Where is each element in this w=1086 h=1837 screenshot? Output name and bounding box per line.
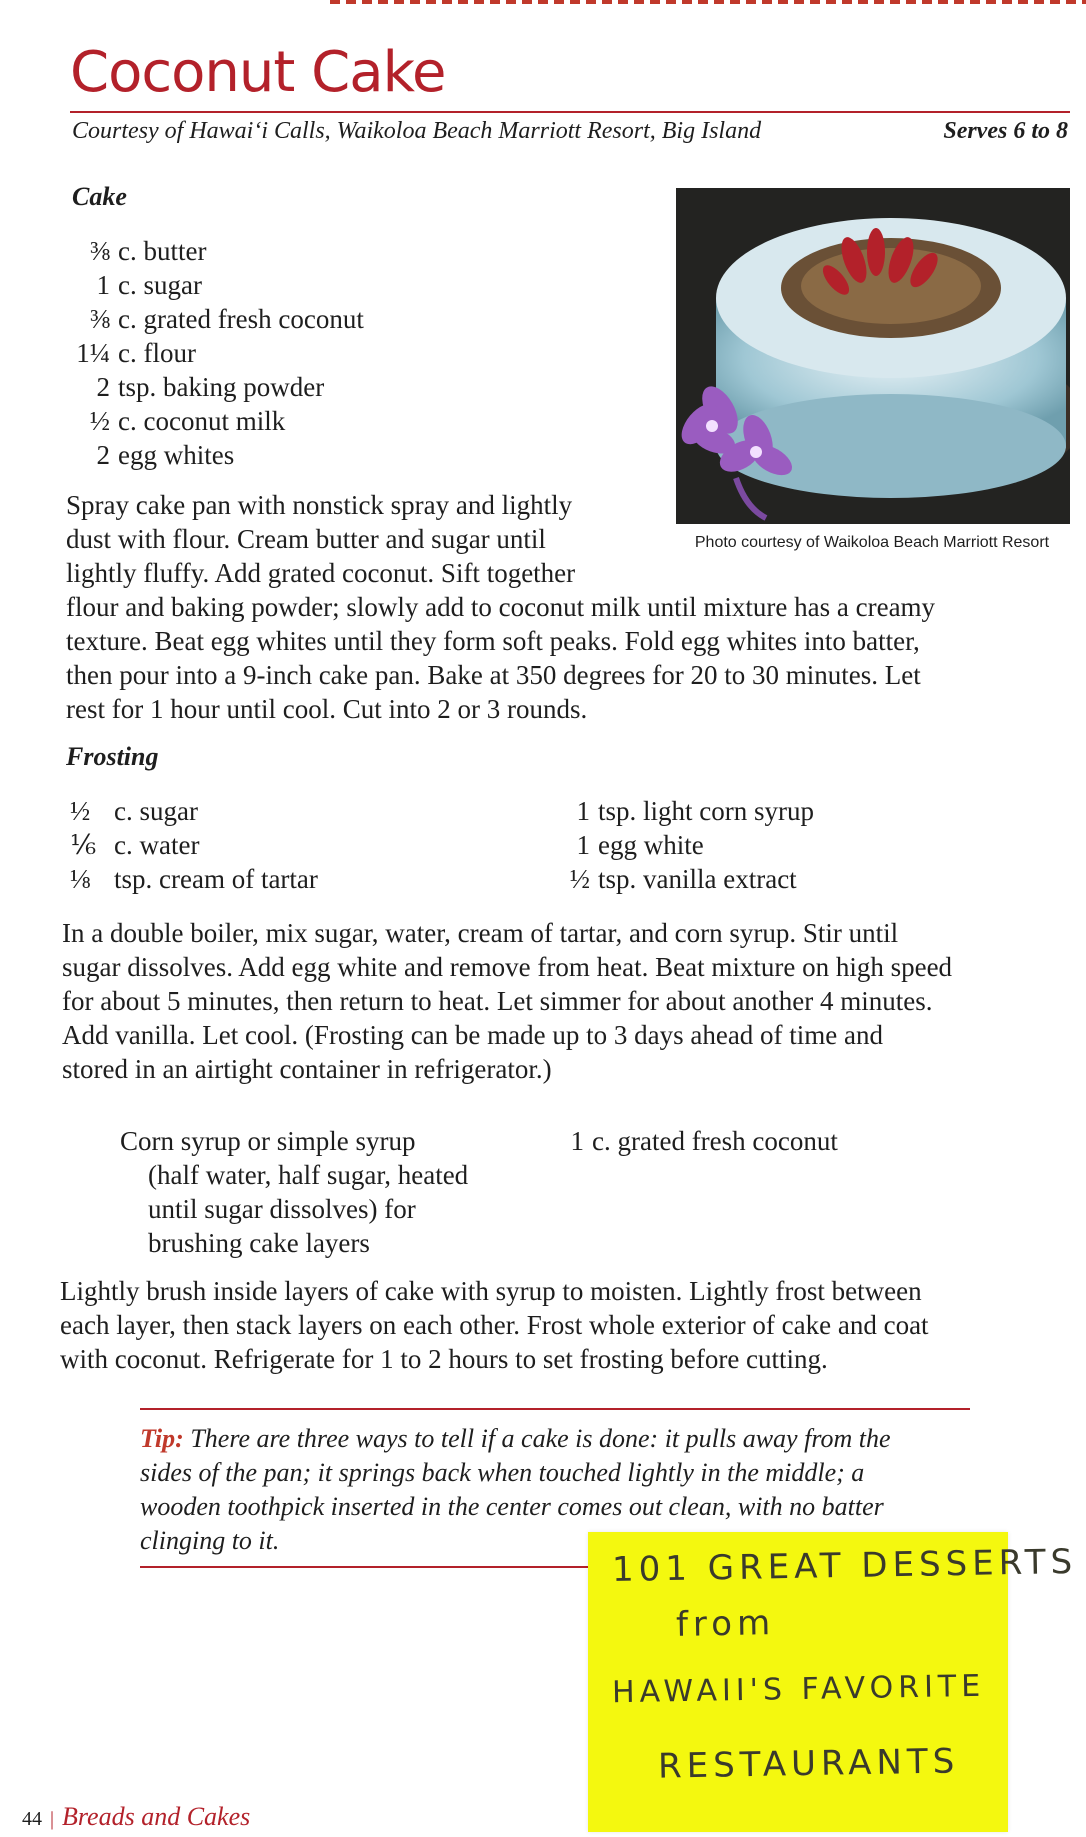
ingredient-qty: ⅜ [89, 236, 110, 266]
ingredient-qty: 1 [96, 270, 110, 300]
ingredient-qty: ½ [70, 796, 91, 826]
tip-line: wooden toothpick inserted in the center comes out clean, with no batter [140, 1492, 884, 1521]
page-title: Coconut Cake [70, 40, 446, 105]
ingredient-qty: 2 [96, 372, 110, 402]
title-divider [70, 111, 1070, 113]
text-line: texture. Beat egg whites until they form soft peaks. Fold egg whites into batter, [66, 626, 920, 656]
text-line: each layer, then stack layers on each other. Frost whole exterior of cake and coat [60, 1310, 929, 1340]
tip-line: clinging to it. [140, 1526, 280, 1555]
ingredient-qty: 1¼ [76, 338, 110, 368]
tip-line [140, 1422, 980, 1456]
tip-line: sides of the pan; it springs back when touched lightly in the middle; a [140, 1458, 865, 1487]
sticky-note-line: from [675, 1603, 776, 1645]
ingredient-row [60, 438, 364, 472]
ingredient-row [60, 336, 364, 370]
text-line: Corn syrup or simple syrup [120, 1126, 416, 1156]
section-name: Breads and Cakes [62, 1802, 251, 1831]
text-line: rest for 1 hour until cool. Cut into 2 or 3 rounds. [66, 694, 588, 724]
text-line: lightly fluffy. Add grated coconut. Sift together [66, 558, 576, 588]
ingredient-qty: ⅛ [70, 864, 91, 894]
frosting-ingredients-right [540, 794, 814, 896]
sticky-note-line: RESTAURANTS [657, 1741, 960, 1787]
ingredient-row [70, 794, 318, 828]
text-line: sugar dissolves. Add egg white and remove from heat. Beat mixture on high speed [62, 952, 953, 982]
text-line: stored in an airtight container in refrigerator.) [62, 1054, 552, 1084]
top-decorative-border [330, 0, 1086, 4]
syrup-ingredient [120, 1124, 468, 1260]
ingredient-row [60, 234, 364, 268]
ingredient-item: c. grated fresh coconut [118, 304, 364, 334]
ingredient-qty: 2 [96, 440, 110, 470]
ingredient-qty: 1 [570, 1126, 584, 1156]
tip-top-rule [140, 1408, 970, 1410]
ingredient-row [60, 302, 364, 336]
ingredient-row [60, 404, 364, 438]
tip-label: Tip: [140, 1424, 184, 1453]
text-line: for about 5 minutes, then return to heat. Let simmer for about another 4 minutes. [62, 986, 933, 1016]
frosting-heading: Frosting [66, 742, 159, 771]
ingredient-qty: ⅜ [89, 304, 110, 334]
ingredient-row [70, 862, 318, 896]
cake-illustration [676, 188, 1070, 524]
ingredient-item: egg whites [118, 440, 235, 470]
ingredient-item: tsp. vanilla extract [598, 864, 797, 894]
serves-label: Serves 6 to 8 [943, 118, 1068, 144]
frosting-instructions [62, 916, 952, 1086]
ingredient-row [70, 828, 318, 862]
text-line: flour and baking powder; slowly add to coconut milk until mixture has a creamy [66, 592, 936, 622]
text-line: Add vanilla. Let cool. (Frosting can be made up to 3 days ahead of time and [62, 1020, 884, 1050]
ingredient-qty: ⅙ [70, 830, 97, 860]
tip-bottom-rule [140, 1566, 588, 1568]
ingredient-row [534, 1124, 838, 1158]
ingredient-item: c. butter [118, 236, 207, 266]
cake-ingredients [60, 234, 364, 472]
page-number: 44 [22, 1808, 42, 1830]
courtesy-line: Courtesy of Hawai‘i Calls, Waikoloa Beach Marriott Resort, Big Island [72, 118, 762, 144]
ingredient-qty: 1 [576, 830, 590, 860]
sticky-note [588, 1532, 1078, 1832]
cake-photo [676, 188, 1070, 524]
tip-text: There are three ways to tell if a cake is done: it pulls away from the [183, 1424, 891, 1453]
ingredient-item: c. water [114, 830, 200, 860]
text-line: Lightly brush inside layers of cake with syrup to moisten. Lightly frost between [60, 1276, 922, 1306]
ingredient-item: tsp. cream of tartar [114, 864, 318, 894]
photo-caption: Photo courtesy of Waikoloa Beach Marriott Resort [694, 534, 1050, 551]
assembly-instructions [60, 1274, 929, 1376]
text-line: Spray cake pan with nonstick spray and lightly [66, 490, 573, 520]
page-footer [22, 1802, 250, 1832]
ingredient-row [540, 862, 814, 896]
sticky-note-line: 101 GREAT DESSERTS [611, 1541, 1078, 1591]
ingredient-item: egg white [598, 830, 704, 860]
text-line: with coconut. Refrigerate for 1 to 2 hours to set frosting before cutting. [60, 1344, 828, 1374]
ingredient-item: tsp. baking powder [118, 372, 325, 402]
text-line: In a double boiler, mix sugar, water, cream of tartar, and corn syrup. Stir until [62, 918, 899, 948]
ingredient-row [540, 828, 814, 862]
cake-heading: Cake [72, 182, 127, 211]
ingredient-item: c. sugar [118, 270, 202, 300]
text-line: dust with flour. Cream butter and sugar until [66, 524, 546, 554]
ingredient-item: c. coconut milk [118, 406, 286, 436]
ingredient-row [60, 268, 364, 302]
text-line: brushing cake layers [148, 1228, 370, 1258]
text-line: then pour into a 9-inch cake pan. Bake at 350 degrees for 20 to 30 minutes. Let [66, 660, 921, 690]
ingredient-item: c. flour [118, 338, 196, 368]
ingredient-qty: ½ [89, 406, 110, 436]
ingredient-qty: 1 [576, 796, 590, 826]
frosting-ingredients-left [70, 794, 318, 896]
ingredient-item: c. sugar [114, 796, 198, 826]
footer-separator: | [50, 1808, 55, 1830]
text-line: (half water, half sugar, heated [148, 1160, 469, 1190]
text-line: until sugar dissolves) for [148, 1194, 416, 1224]
ingredient-row [540, 794, 814, 828]
ingredient-qty: ½ [569, 864, 590, 894]
ingredient-item: tsp. light corn syrup [598, 796, 814, 826]
ingredient-row [60, 370, 364, 404]
ingredient-item: c. grated fresh coconut [592, 1126, 838, 1156]
coconut-ingredient [534, 1124, 838, 1158]
sticky-note-line: HAWAII'S FAVORITE [611, 1668, 986, 1711]
